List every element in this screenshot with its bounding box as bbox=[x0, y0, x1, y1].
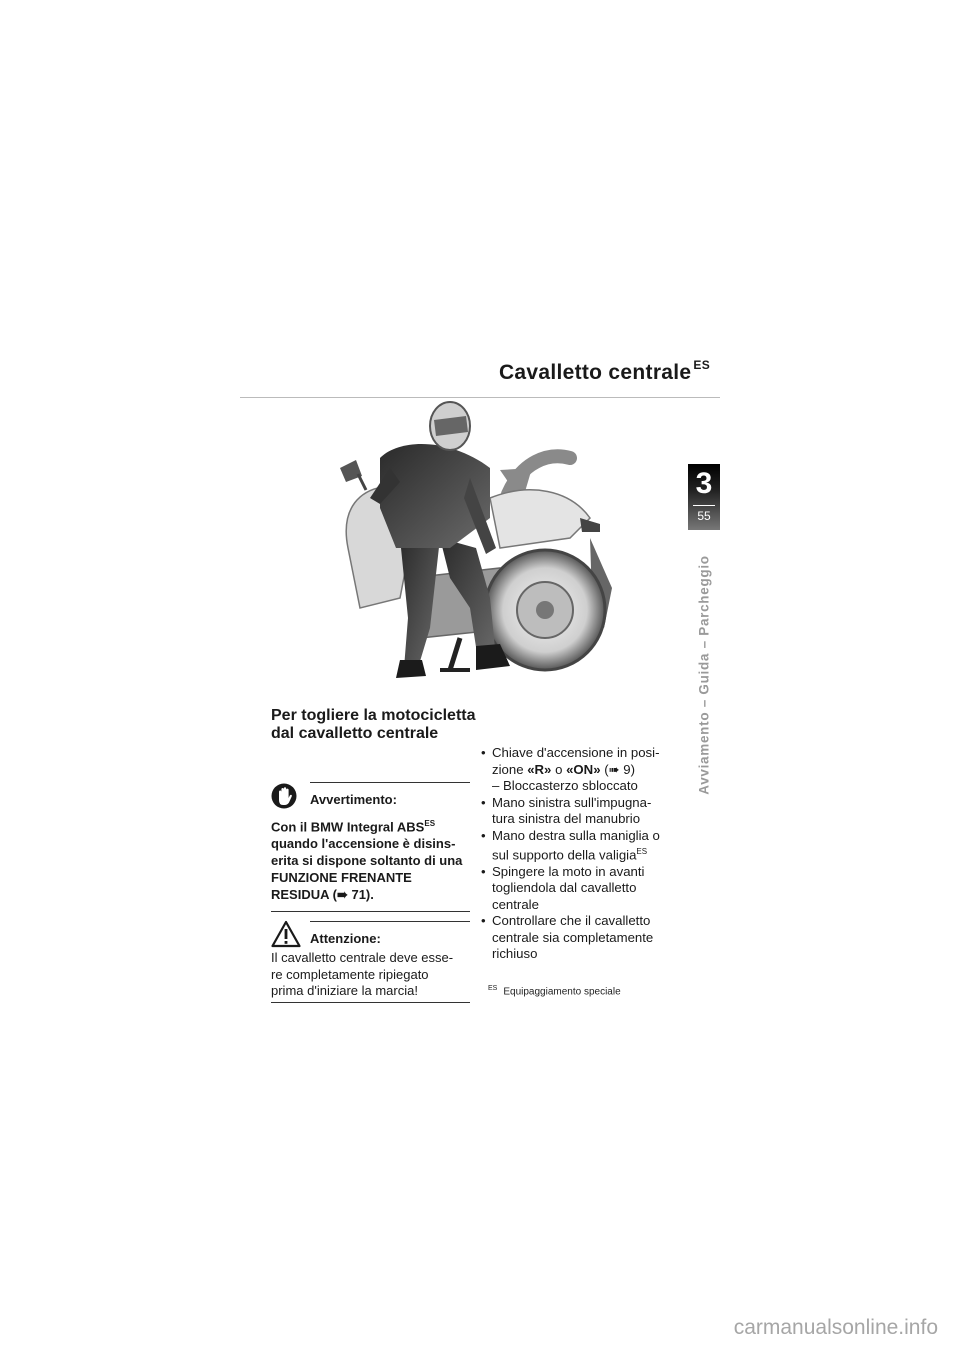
chapter-tab bbox=[688, 464, 720, 530]
title-superscript: ES bbox=[693, 358, 710, 372]
watermark: carmanualsonline.info bbox=[733, 1316, 938, 1339]
caution-title: Attenzione: bbox=[310, 931, 381, 946]
warning-title: Avvertimento: bbox=[310, 792, 397, 807]
chapter-number: 3 bbox=[695, 467, 713, 500]
steps-list bbox=[480, 745, 680, 963]
warning-triangle-icon bbox=[271, 920, 301, 948]
section-heading: Per togliere la motocicletta dal cavalletto centrale bbox=[271, 707, 476, 742]
motorcycle-stand-illustration bbox=[300, 398, 640, 688]
footnote: $^{ES}$ Equipaggiamento speciale bbox=[488, 985, 621, 998]
list-item: • Spingere la moto in avanti togliendola dal cavalletto centrale bbox=[481, 863, 645, 912]
caution-text: Il cavalletto centrale deve esse- re completamente ripiegato prima d'iniziare la marcia! bbox=[271, 950, 454, 999]
list-item: • Mano destra sulla maniglia o sul supporto della valigia$^{ES}$ bbox=[481, 827, 660, 863]
caution-bottom-rule bbox=[271, 1002, 470, 1003]
warning-bottom-rule bbox=[271, 911, 470, 912]
list-item: • Chiave d'accensione in posi- zione «R» o «ON» (➠ 9) – Bloccasterzo sbloccato bbox=[481, 745, 660, 793]
chapter-divider bbox=[693, 505, 715, 506]
page-number: 55 bbox=[697, 509, 711, 523]
chapter-side-title: Avviamento – Guida – Parcheggio bbox=[696, 555, 712, 795]
list-item: • Mano sinistra sull'impugna- tura sinistra del manubrio bbox=[481, 794, 652, 826]
warning-text: Con il BMW Integral $ABS^{ES}$ quando l'accensione è disins- erita si dispone soltanto di una FUNZIONE FRENANTE RESIDUA (➠ 71). bbox=[271, 819, 463, 903]
page-title: Cavalletto centrale $^{ES}$ bbox=[498, 358, 710, 384]
caution-box bbox=[271, 921, 470, 1003]
stop-hand-icon bbox=[271, 783, 297, 809]
warning-box bbox=[271, 782, 470, 912]
list-item: • Controllare che il cavalletto centrale sia completamente richiuso bbox=[481, 913, 654, 962]
